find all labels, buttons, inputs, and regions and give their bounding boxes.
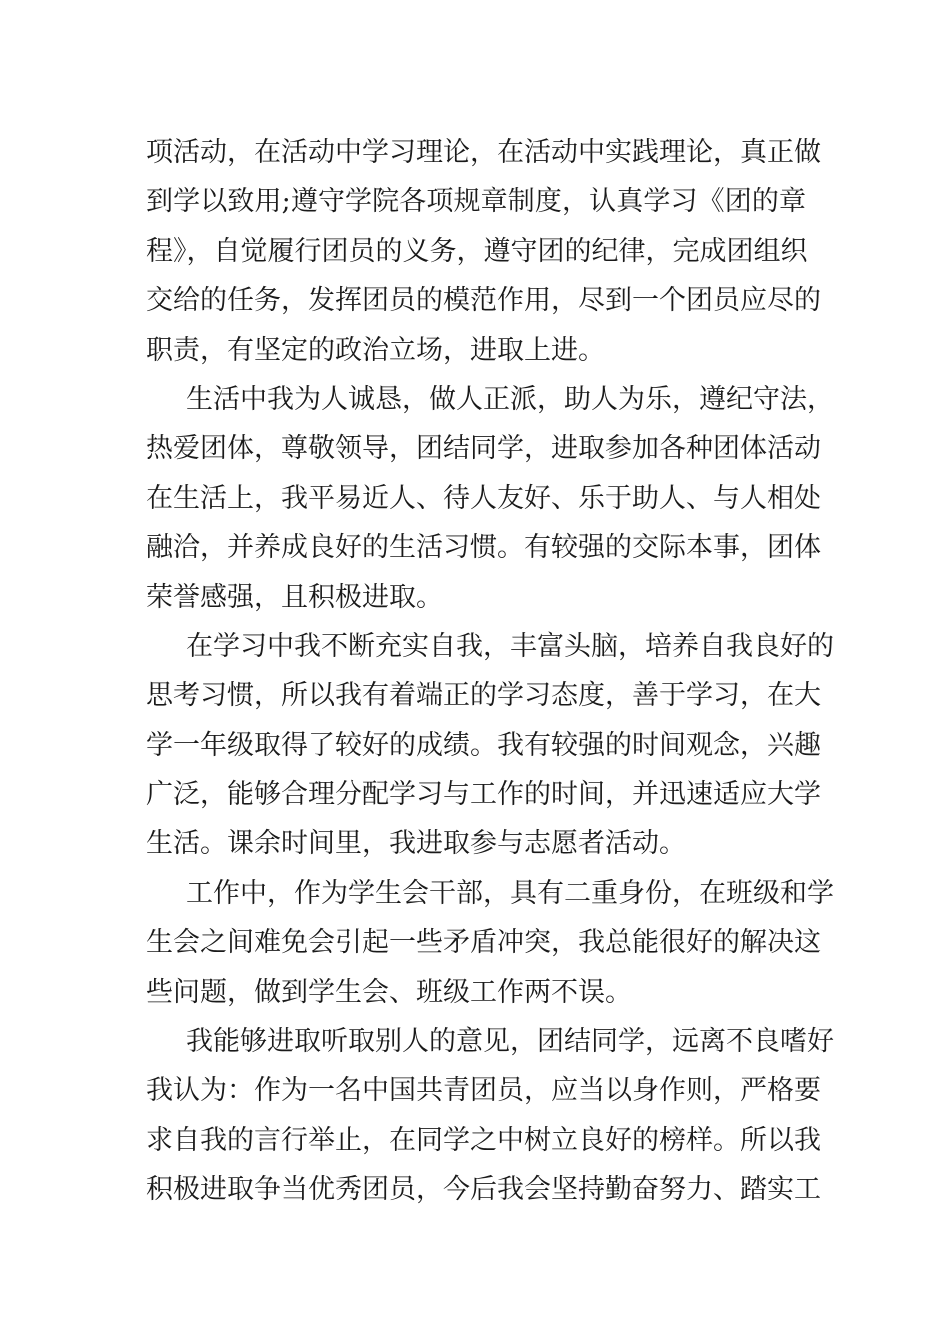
text-line: 生会之间难免会引起一些矛盾冲突，我总能很好的解决这 xyxy=(146,927,821,959)
text-line: 生活。课余时间里，我进取参与志愿者活动。 xyxy=(146,828,686,860)
text-line: 程》，自觉履行团员的义务，遵守团的纪律，完成团组织 xyxy=(146,235,808,267)
text-line: 些问题，做到学生会、班级工作两不误。 xyxy=(146,976,632,1008)
paragraph-first-line: 生活中我为人诚恳，做人正派，助人为乐，遵纪守法， xyxy=(186,383,834,415)
text-line: 热爱团体，尊敬领导，团结同学，进取参加各种团体活动 xyxy=(146,433,821,465)
text-line: 思考习惯，所以我有着端正的学习态度，善于学习，在大 xyxy=(146,680,821,712)
text-line: 职责，有坚定的政治立场，进取上进。 xyxy=(146,334,605,366)
paragraph-first-line: 我能够进取听取别人的意见，团结同学，远离不良嗜好 xyxy=(186,1026,834,1058)
text-line: 项活动，在活动中学习理论，在活动中实践理论，真正做 xyxy=(146,137,821,168)
text-line: 积极进取争当优秀团员，今后我会坚持勤奋努力、踏实工 xyxy=(146,1174,821,1206)
paragraph-first-line: 在学习中我不断充实自我，丰富头脑，培养自我良好的 xyxy=(186,630,834,662)
text-line: 学一年级取得了较好的成绩。我有较强的时间观念，兴趣 xyxy=(146,729,821,761)
text-line: 在生活上，我平易近人、待人友好、乐于助人、与人相处 xyxy=(146,482,821,514)
paragraph-first-line: 工作中，作为学生会干部，具有二重身份，在班级和学 xyxy=(186,877,834,909)
text-line: 交给的任务，发挥团员的模范作用，尽到一个团员应尽的 xyxy=(146,285,821,317)
text-line: 求自我的言行举止，在同学之中树立良好的榜样。所以我 xyxy=(146,1124,821,1156)
body-text xyxy=(146,128,834,1215)
text-line: 广泛，能够合理分配学习与工作的时间，并迅速适应大学 xyxy=(146,779,821,811)
text-line: 到学以致用;遵守学院各项规章制度，认真学习《团的章 xyxy=(146,186,806,218)
text-line: 融洽，并养成良好的生活习惯。有较强的交际本事，团体 xyxy=(146,532,821,564)
text-line: 我认为：作为一名中国共青团员，应当以身作则，严格要 xyxy=(146,1075,821,1107)
text-line: 荣誉感强，且积极进取。 xyxy=(146,581,443,613)
